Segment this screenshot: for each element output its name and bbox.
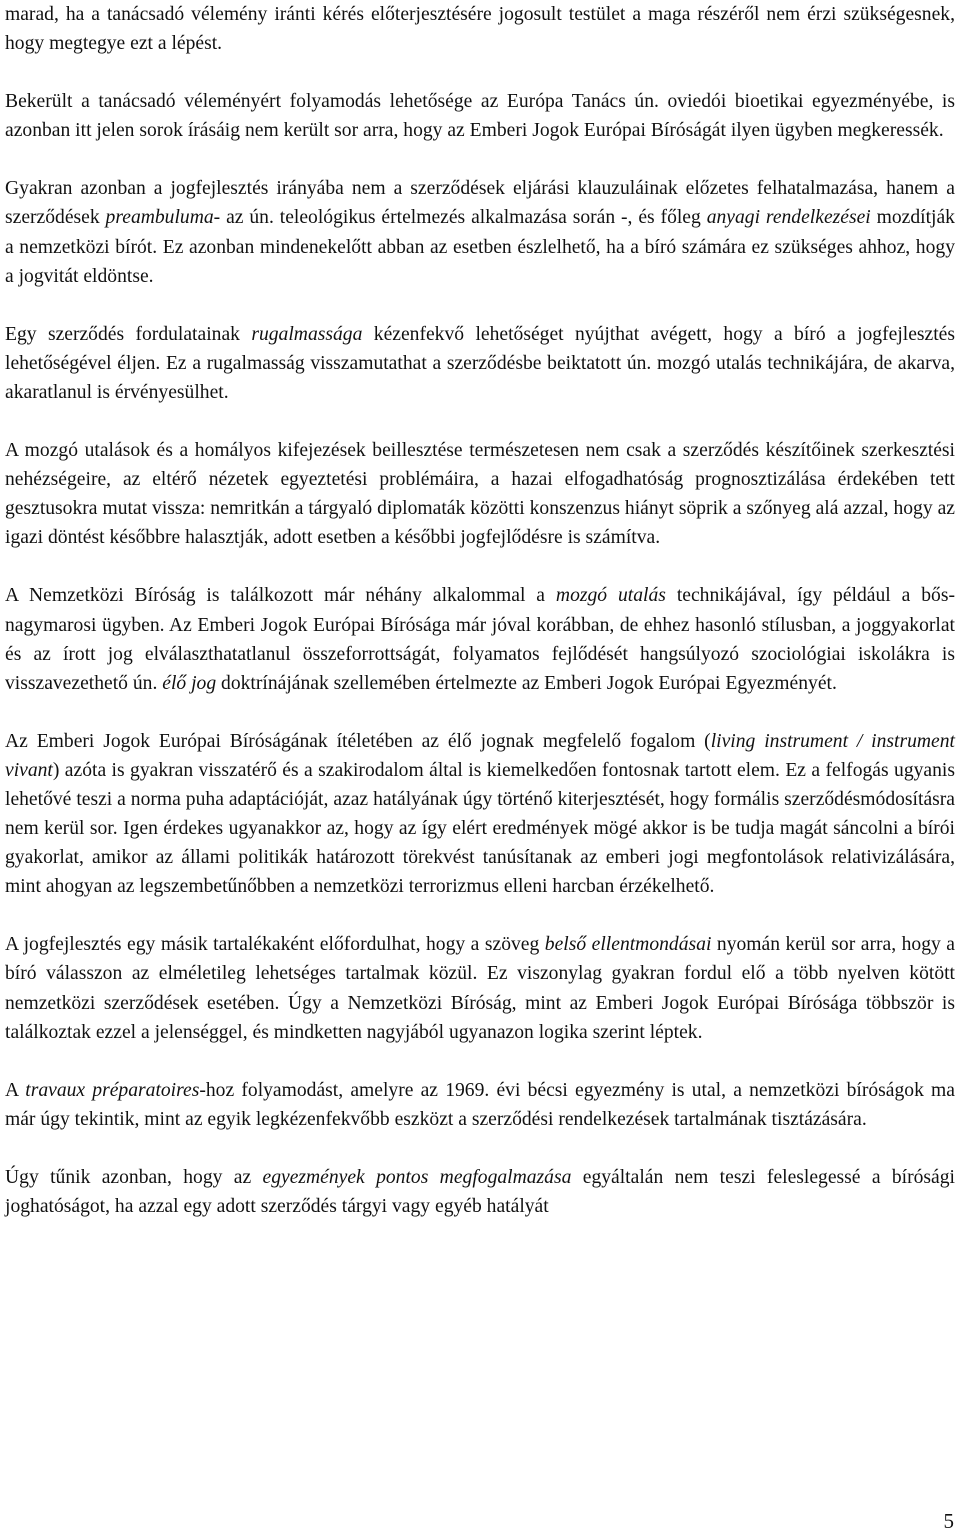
paragraph [5,87,955,145]
text-run: A mozgó utalások és a homályos kifejezések beillesztése természetesen nem csak a szerződés készítőinek szerkesztési nehézségeire, az eltérő nézetek egyeztetési problémáira, a hazai elfogadhatóság prognosztizálása érdekében tett gesztusokra mutat vissza: nemritkán a tárgyaló diplomaták közötti konszenzus hiányt söprik a szőnyeg alá azzal, hogy az igazi döntést későbbre halasztják, adott esetben a későbbi jogfejlődésre is számítva. [5,440,955,549]
paragraph [5,1163,955,1221]
text-run: kézenfekvő lehetőséget nyújthat avégett, hogy a bíró a jogfejlesztés lehetőségével éljen. Ez a rugalmasság visszamutathat a szerződésbe beiktatott ún. mozgó utalás technikájára, de akarva, akaratlanul is érvényesülhet. [5,323,956,403]
italic-text: anyagi rendelkezései [706,207,871,229]
text-run: ) azóta is gyakran visszatérő és a szakirodalom által is kiemelkedően fontosnak tartott elem. Ez a felfogás ugyanis lehetővé teszi a norma puha adaptációját, azaz hatályának úgy történő kiterjesztését, hogy formális szerződésmódosításra nem kerül sor. Igen érdekes ugyanakkor az, hogy az így elért eredmények mögé akkor is be tudja magát sáncolni a bírói gyakorlat, amikor az állami politikák határozott törekvést tanúsítanak az emberi jogi megfontolások relativizálására, mint ahogyan az legszembetűnőbben a nemzetközi terrorizmus elleni harcban érzékelhető. [5,759,955,898]
text-run: egyáltalán nem teszi feleslegessé a bírósági joghatóságot, ha azzal egy adott szerződés tárgyi vagy egyéb hatályát [5,1166,955,1217]
text-run: A Nemzetközi Bíróság is találkozott már néhány alkalommal a [5,585,556,607]
text-run: Bekerült a tanácsadó véleményért folyamodás lehetősége az Európa Tanács ún. oviedói bioetikai egyezményébe, is azonban itt jelen sorok írásáig nem került sor arra, hogy az Emberi Jogok Európai Bíróságát ilyen ügyben megkeressék. [5,91,955,142]
italic-text: living instrument / instrument vivant [5,730,955,781]
italic-text: belső ellentmondásai [544,934,712,956]
italic-text: travaux préparatoires [25,1079,200,1101]
paragraph [5,581,955,697]
paragraph [5,0,955,58]
text-run: nyomán kerül sor arra, hogy a bíró válasszon az elméletileg lehetséges tartalmak közül. Ez viszonylag gyakran fordul elő a több nyelven kötött nemzetközi szerződések esetében. Úgy a Nemzetközi Bíróság, mint az Emberi Jogok Európai Bírósága többször is találkoztak ezzel a jelenséggel, és mindketten nagyjából ugyanazon logika szerint léptek. [5,934,955,1043]
text-run: technikájával, így például a bős-nagymarosi ügyben. Az Emberi Jogok Európai Bírósága már jóval korábban, de ehhez hasonló stílusban, a joggyakorlat és az írott jog elválaszthatatlanul összeforrottságát, folyamatos fejlődését hangsúlyozó szociológiai iskolákra is visszavezethető ún. [5,585,955,694]
page-number: 5 [943,1509,954,1533]
text-run: -hoz folyamodást, amelyre az 1969. évi bécsi egyezmény is utal, a nemzetközi bíróságok ma már úgy tekintik, mint az egyik legkézenfekvőbb eszközt a szerződési rendelkezések tartalmának tisztázására. [5,1079,955,1130]
paragraph [5,320,955,407]
italic-text: mozgó utalás [555,585,666,607]
text-run: az ún. teleológikus értelmezés alkalmazása során -, és főleg [220,207,707,229]
text-run: marad, ha a tanácsadó vélemény iránti kérés előterjesztésére jogosult testület a maga részéről nem érzi szükségesnek, hogy megtegye ezt a lépést. [5,4,955,55]
paragraph [5,174,955,290]
text-run: A jogfejlesztés egy másik tartalékaként előfordulhat, hogy a szöveg [5,934,545,956]
document-body [5,0,955,1250]
italic-text: élő jog [162,672,217,694]
italic-text: preambuluma- [105,207,221,229]
paragraph [5,930,955,1046]
text-run: doktrínájának szellemében értelmezte az Emberi Jogok Európai Egyezményét. [216,672,837,694]
text-run: Egy szerződés fordulatainak [5,323,252,345]
text-run: Úgy tűnik azonban, hogy az [5,1166,263,1188]
text-run: mozdítják a nemzetközi bírót. Ez azonban mindenekelőtt abban az esetben észlelhető, ha a bíró számára ez szükséges ahhoz, hogy a jogvitát eldöntse. [5,207,955,287]
paragraph [5,727,955,902]
italic-text: egyezmények pontos megfogalmazása [262,1166,572,1188]
text-run: A [5,1079,26,1101]
text-run: Az Emberi Jogok Európai Bíróságának ítéletében az élő jognak megfelelő fogalom ( [5,730,711,752]
paragraph [5,436,955,552]
italic-text: rugalmassága [251,323,363,345]
paragraph [5,1076,955,1134]
text-run: Gyakran azonban a jogfejlesztés irányába nem a szerződések eljárási klauzuláinak előzetes felhatalmazása, hanem a szerződések [5,178,955,229]
